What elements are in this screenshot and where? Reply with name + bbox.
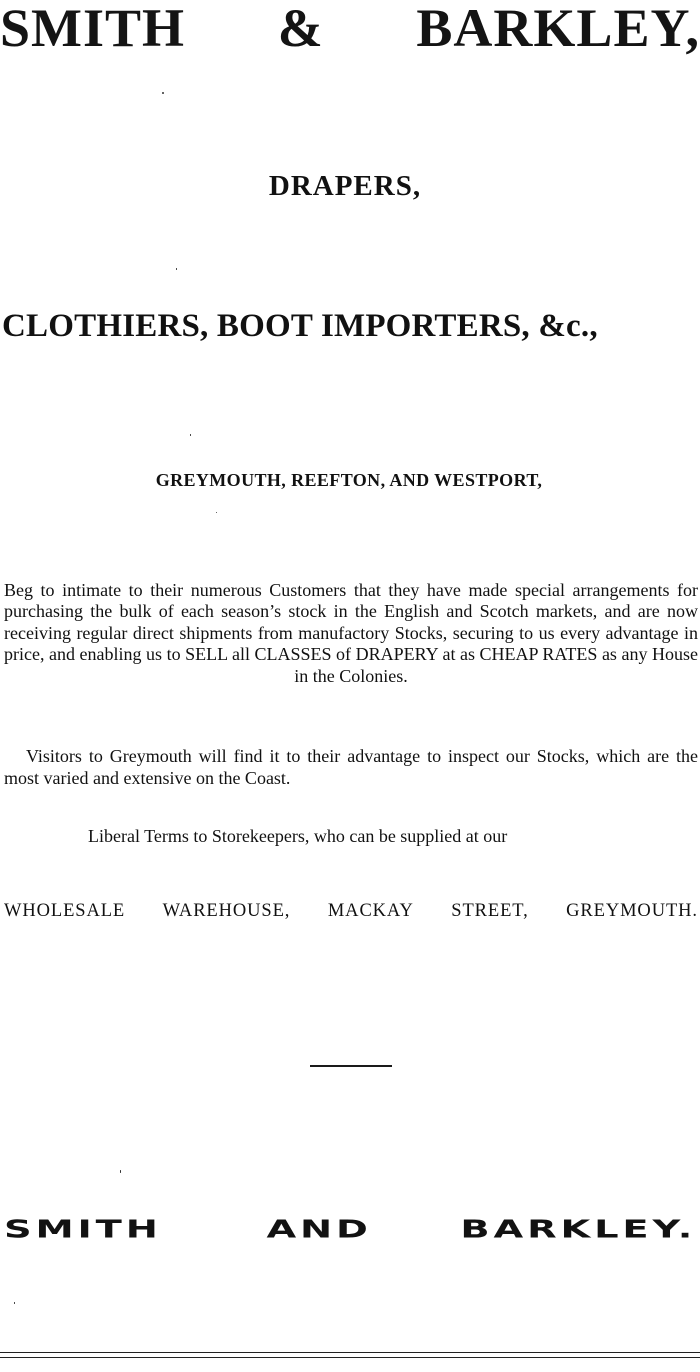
signature-word-barkley: BARKLEY. — [460, 1215, 696, 1244]
towns-heading — [0, 468, 700, 492]
terms-line: Liberal Terms to Storekeepers, who can be supplied at our — [88, 826, 508, 846]
signature-word-and: AND — [266, 1215, 373, 1244]
print-speck — [120, 1170, 121, 1173]
warehouse-address-line — [4, 898, 698, 924]
drapers-heading — [0, 168, 700, 204]
warehouse-word: MACKAY — [327, 901, 414, 921]
visitors-paragraph: Visitors to Greymouth will find it to their advantage to inspect our Stocks, which are the most varied and extensive on the Coast. — [4, 746, 698, 788]
firm-name-ampersand: & — [277, 0, 324, 58]
towns-text: GREYMOUTH, REEFTON, AND WESTPORT, — [155, 470, 543, 490]
bottom-rule-line — [0, 1357, 700, 1358]
print-speck — [14, 1302, 15, 1304]
warehouse-word: STREET, — [451, 901, 529, 921]
bottom-rule-line — [0, 1352, 700, 1353]
print-speck — [190, 434, 191, 436]
section-divider-rule — [310, 1065, 392, 1067]
drapers-text: DRAPERS, — [268, 170, 422, 202]
firm-name-heading — [0, 0, 700, 60]
print-speck — [176, 268, 177, 270]
print-speck — [216, 512, 217, 513]
warehouse-word: GREYMOUTH. — [566, 901, 698, 921]
closing-signature — [4, 1210, 696, 1250]
intro-paragraph: Beg to intimate to their numerous Customers that they have made special arrangements for purchasing the bulk of each season’s stock in the English and Scotch markets, and are now receiving regular direct shipments from manufactory Stocks, securing to us every advantage in price, and enabling us to SELL all CLASSES of DRAPERY at as CHEAP RATES as any House in the Colonies. — [4, 580, 698, 686]
warehouse-word: WHOLESALE — [4, 901, 126, 921]
bottom-double-rule — [0, 1352, 700, 1364]
warehouse-word: WAREHOUSE, — [162, 901, 291, 921]
signature-word-smith: SMITH — [4, 1215, 162, 1244]
firm-name-word-smith: SMITH — [0, 0, 186, 58]
firm-name-word-barkley: BARKLEY, — [416, 0, 700, 58]
trades-heading: CLOTHIERS, BOOT IMPORTERS, &c., — [2, 308, 598, 344]
print-speck — [162, 92, 164, 94]
